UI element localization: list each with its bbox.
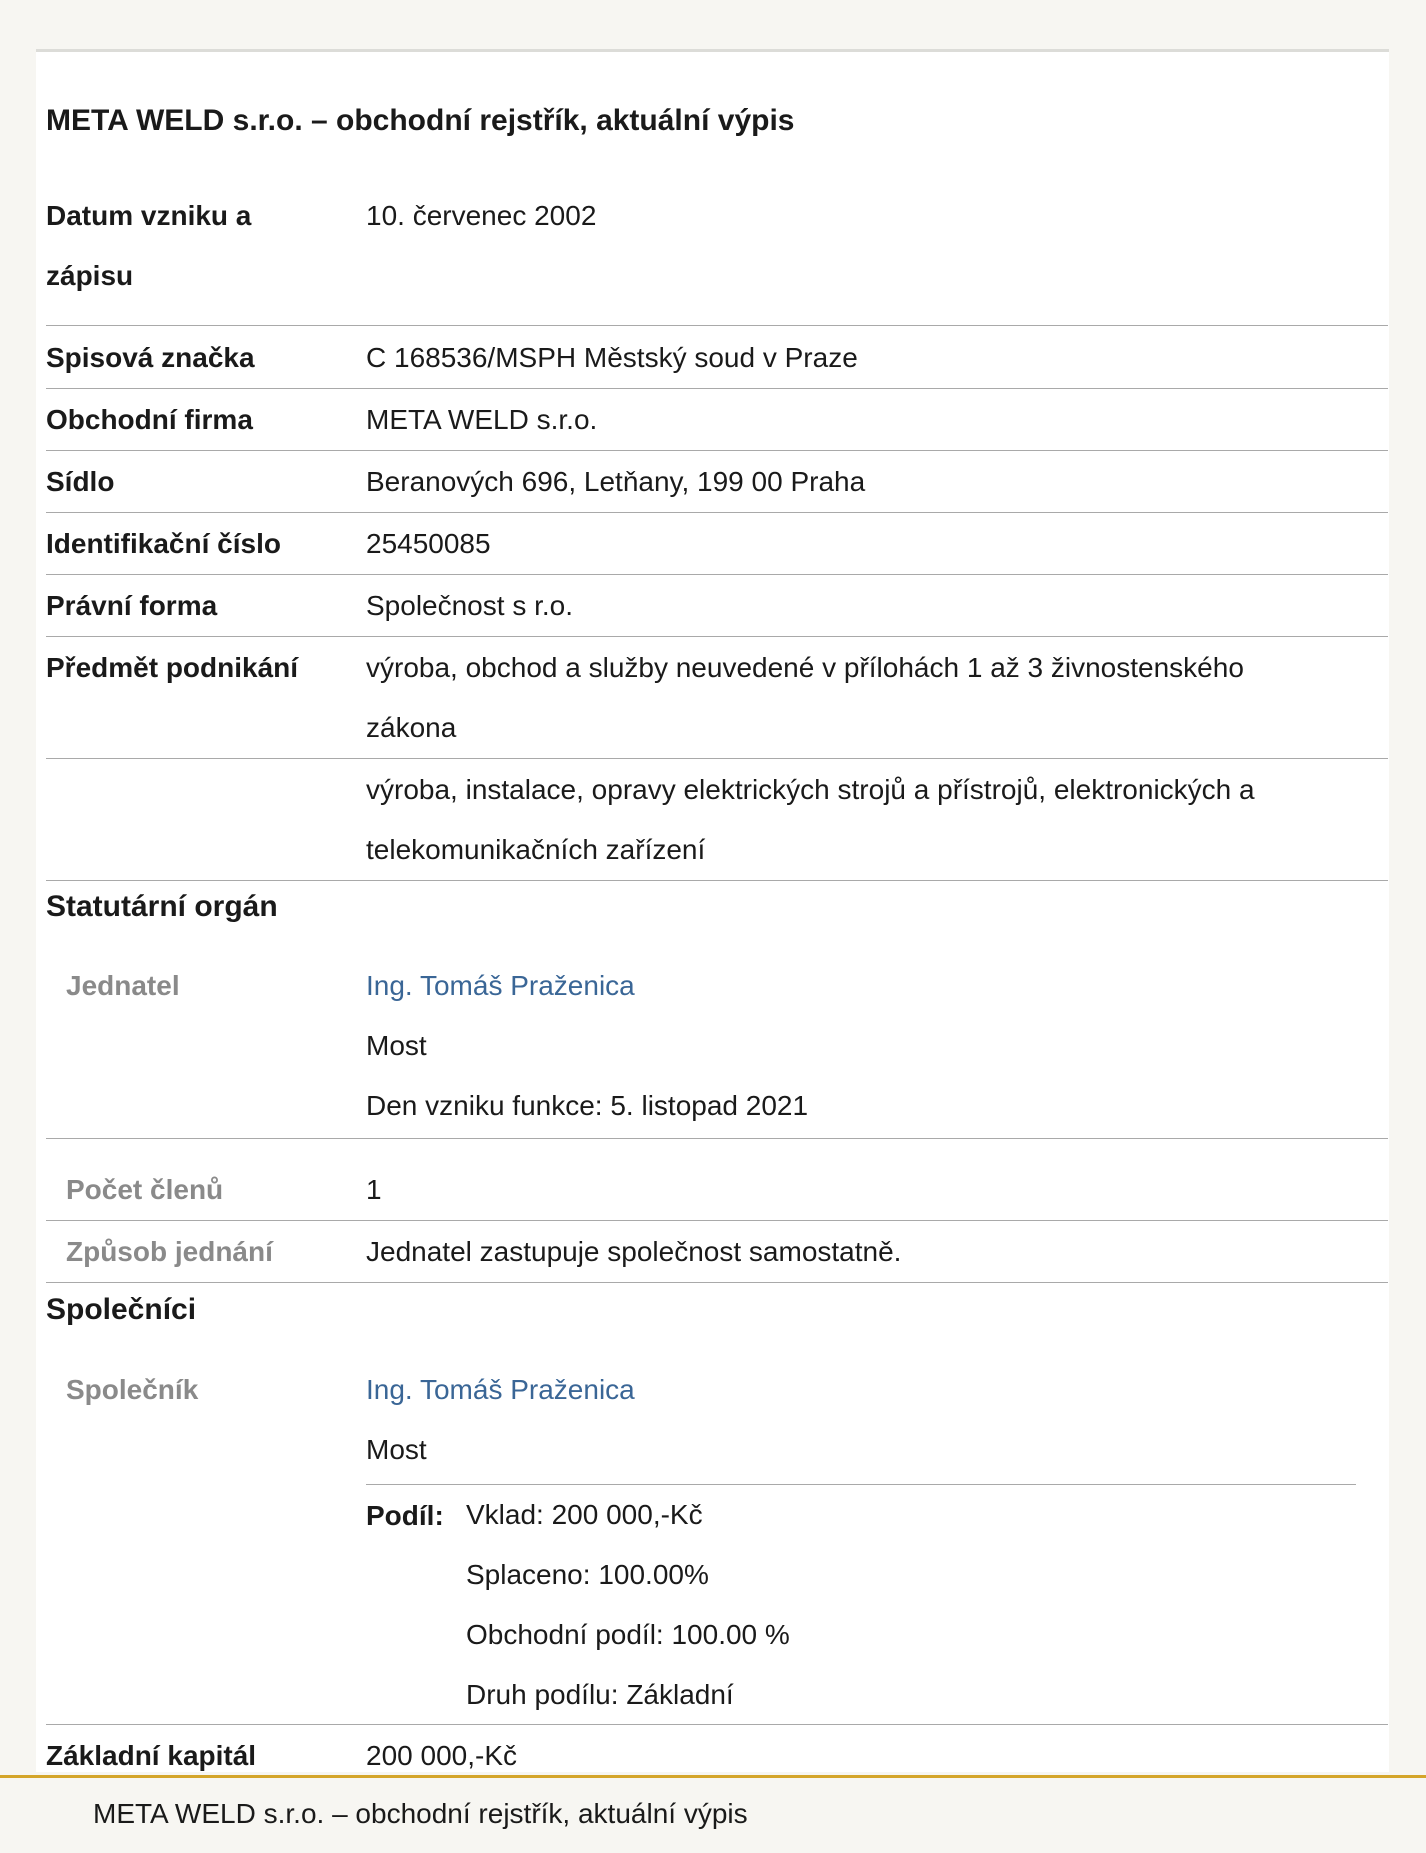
spisova-value: C 168536/MSPH Městský soud v Praze xyxy=(366,342,858,373)
footer-title: META WELD s.r.o. – obchodní rejstřík, aktuální výpis xyxy=(93,1798,748,1829)
zpusob-label: Způsob jednání xyxy=(66,1236,273,1267)
company-record-card xyxy=(36,49,1389,1772)
pocet-value: 1 xyxy=(366,1174,382,1205)
jednatel-label: Jednatel xyxy=(66,970,180,1001)
firma-value: META WELD s.r.o. xyxy=(366,404,598,435)
predmet-2-line2: telekomunikačních zařízení xyxy=(366,834,706,865)
datum-value: 10. červenec 2002 xyxy=(366,200,597,231)
spolecnik-name-link[interactable]: Ing. Tomáš Praženica xyxy=(366,1374,635,1405)
podil-label: Podíl: xyxy=(366,1500,444,1531)
predmet-label: Předmět podnikání xyxy=(46,652,299,683)
row-spisova-znacka xyxy=(46,327,1388,389)
row-pocet-clenu xyxy=(46,1159,1388,1221)
row-predmet-2 xyxy=(46,759,1388,881)
podil-lines xyxy=(466,1485,790,1725)
kapital-value: 200 000,-Kč xyxy=(366,1740,517,1771)
pocet-label: Počet členů xyxy=(66,1174,224,1205)
spolecnik-label: Společník xyxy=(66,1374,199,1405)
predmet-2-line1: výroba, instalace, opravy elektrických strojů a přístrojů, elektronických a xyxy=(366,774,1255,805)
pravni-label: Právní forma xyxy=(46,590,218,621)
section-title-statutarni: Statutární orgán xyxy=(46,890,278,923)
page-title: META WELD s.r.o. – obchodní rejstřík, aktuální výpis xyxy=(46,104,795,137)
podil-obchodni: Obchodní podíl: 100.00 % xyxy=(466,1619,790,1650)
sidlo-label: Sídlo xyxy=(46,466,115,497)
row-obchodni-firma xyxy=(46,389,1388,451)
section-title-spolecnici: Společníci xyxy=(46,1293,197,1326)
row-predmet-1 xyxy=(46,637,1388,759)
podil-splaceno: Splaceno: 100.00% xyxy=(466,1559,709,1590)
jednatel-city: Most xyxy=(366,1030,427,1061)
spisova-label: Spisová značka xyxy=(46,342,255,373)
sidlo-value: Beranových 696, Letňany, 199 00 Praha xyxy=(366,466,866,497)
podil-vklad: Vklad: 200 000,-Kč xyxy=(466,1499,703,1530)
ico-value: 25450085 xyxy=(366,528,491,559)
predmet-1-line1: výroba, obchod a služby neuvedené v přílohách 1 až 3 živnostenského xyxy=(366,652,1244,683)
spolecnik-city: Most xyxy=(366,1434,427,1465)
predmet-1-line2: zákona xyxy=(366,712,457,743)
row-sidlo xyxy=(46,451,1388,513)
ico-label: Identifikační číslo xyxy=(46,528,281,559)
datum-label-line2: zápisu xyxy=(46,260,134,291)
jednatel-name-link[interactable]: Ing. Tomáš Praženica xyxy=(366,970,635,1001)
footer-bar xyxy=(0,1775,1426,1853)
pravni-value: Společnost s r.o. xyxy=(366,590,574,621)
row-pravni-forma xyxy=(46,575,1388,637)
row-jednatel xyxy=(46,955,1388,1139)
podil-block xyxy=(366,1484,1356,1710)
row-ico xyxy=(46,513,1388,575)
jednatel-since: Den vzniku funkce: 5. listopad 2021 xyxy=(366,1090,809,1121)
datum-label-line1: Datum vzniku a xyxy=(46,200,252,231)
firma-label: Obchodní firma xyxy=(46,404,253,435)
row-datum-vzniku xyxy=(46,185,1388,326)
podil-druh: Druh podílu: Základní xyxy=(466,1679,734,1710)
kapital-label: Základní kapitál xyxy=(46,1740,257,1771)
row-zpusob-jednani xyxy=(46,1221,1388,1283)
zpusob-value: Jednatel zastupuje společnost samostatně. xyxy=(366,1236,902,1267)
